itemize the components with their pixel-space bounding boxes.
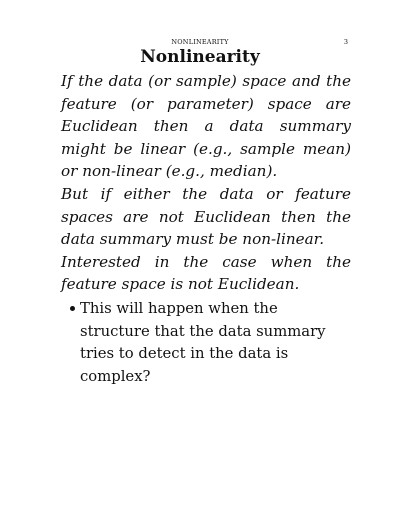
paragraph-euclidean-case: If the data (or sample) space and the feature (or parameter) space are Euclidean then a data summary might be linear (e.g., sample mean) or non-linear (e.g., median).: [61, 72, 351, 181]
paragraph-non-euclidean-case: But if either the data or feature spaces are not Euclidean then the data summary must be non-linear.: [61, 184, 351, 249]
page-number: 3: [343, 38, 348, 46]
body-text: [61, 70, 351, 388]
page-title: Nonlinearity: [140, 47, 260, 67]
bullet-icon: [70, 306, 75, 311]
running-title: NONLINEARITY: [171, 38, 229, 46]
bullet-text: This will happen when the structure that the data summary tries to detect in the data is complex?: [80, 299, 326, 385]
bullet-item: [71, 298, 351, 388]
paragraph-interest: Interested in the case when the feature space is not Euclidean.: [61, 252, 351, 294]
